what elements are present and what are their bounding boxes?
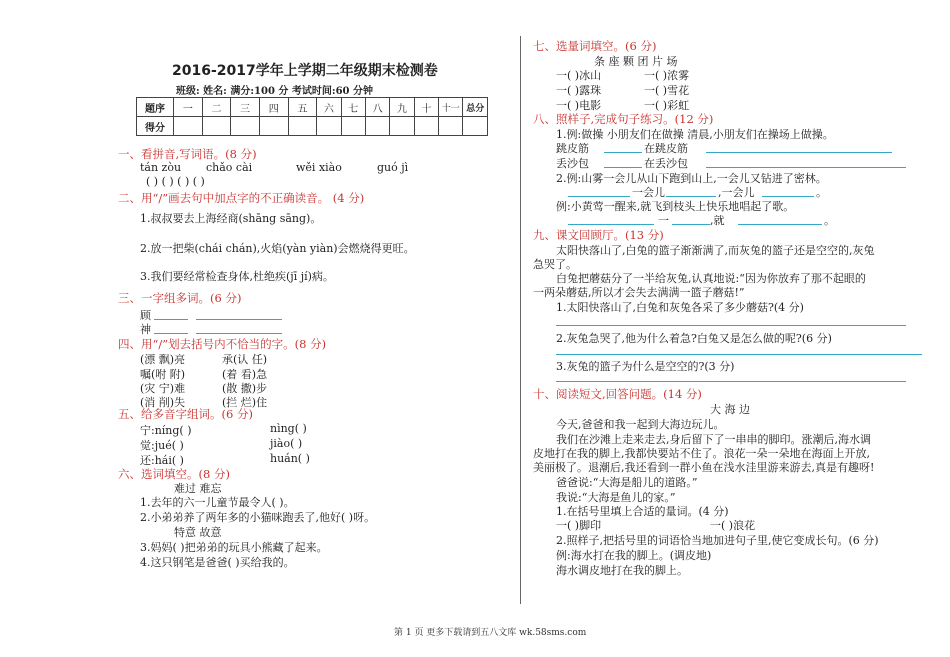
polyphone: huán( ): [270, 452, 310, 465]
passage-line: 一两朵蘑菇,所以才会失去满满一篮子蘑菇!”: [533, 286, 745, 299]
score-col: 六: [317, 98, 341, 117]
score-cell[interactable]: [202, 117, 231, 136]
section-7-title: 七、选量词填空。(6 分): [533, 39, 657, 53]
answer-line[interactable]: [556, 381, 906, 382]
answer-line[interactable]: [604, 167, 642, 168]
section-1-title: 一、看拼音,写词语。(8 分): [118, 147, 257, 161]
question-text: 2.灰兔急哭了,他为什么着急?白兔又是怎么做的呢?(6 分): [556, 332, 832, 345]
question-text: 2.小弟弟养了两年多的小猫咪跑丢了,他好( )呀。: [140, 511, 376, 524]
score-table: [136, 97, 488, 136]
answer-line[interactable]: [196, 319, 282, 320]
section-10-title: 十、阅读短文,回答问题。(14 分): [533, 387, 702, 401]
passage-line: 今天,爸爸和我一起到大海边玩儿。: [556, 418, 725, 431]
score-cell[interactable]: [174, 117, 203, 136]
question-text: 3.灰兔的篮子为什么是空空的?(3 分): [556, 360, 735, 373]
measure-word-item: 一( )浪花: [710, 519, 756, 532]
fill-text: 一会儿: [632, 186, 665, 199]
fill-text: ,就: [710, 214, 725, 227]
section-3-title: 三、一字组多词。(6 分): [118, 291, 242, 305]
answer-line[interactable]: [556, 325, 906, 326]
measure-word-item: 一( )电影: [556, 99, 602, 112]
prompt-word: 在丢沙包: [644, 157, 688, 170]
pinyin: guó jì: [377, 161, 409, 174]
measure-word-item: 一( )彩虹: [644, 99, 690, 112]
measure-word-item: 一( )露珠: [556, 84, 602, 97]
example-text: 海水调皮地打在我的脚上。: [556, 564, 688, 577]
answer-line[interactable]: [762, 196, 814, 197]
answer-line[interactable]: [196, 333, 282, 334]
score-col: 八: [365, 98, 389, 117]
score-cell[interactable]: [259, 117, 288, 136]
passage-line: 美丽极了。退潮后,我还看到一群小鱼在浅水洼里游来游去,真是有趣呀!: [533, 461, 875, 474]
section-9-title: 九、课文回顾厅。(13 分): [533, 228, 664, 242]
word-choices: 特意 故意: [174, 526, 222, 539]
page-title: 2016-2017学年上学期二年级期末检测卷: [172, 63, 438, 79]
score-col: 七: [341, 98, 365, 117]
pinyin: wěi xiào: [296, 161, 342, 174]
example-text: 例:小黄莺一醒来,就飞到枝头上快乐地唱起了歌。: [556, 200, 795, 213]
answer-line[interactable]: [154, 333, 188, 334]
character: 顾: [140, 309, 151, 322]
page-footer: 第 1 页 更多下载请到五八文库 wk.58sms.com: [394, 628, 587, 638]
passage-line: 我说:“大海是鱼儿的家。”: [556, 491, 676, 504]
word-pair: (漂 飘)亮: [140, 353, 186, 366]
example-text: 例:海水打在我的脚上。(调皮地): [556, 549, 712, 562]
question-text: 4.这只钢笔是爸爸( )买给我的。: [140, 556, 295, 569]
question-text: 1.在括号里填上合适的量词。(4 分): [556, 505, 729, 518]
answer-line[interactable]: [738, 224, 822, 225]
score-col: 一: [174, 98, 203, 117]
score-col: 五: [288, 98, 317, 117]
prompt-word: 跳皮筋: [556, 142, 589, 155]
answer-line[interactable]: [672, 224, 710, 225]
word-pair: (灾 宁)难: [140, 382, 186, 395]
fill-text: 。: [824, 214, 835, 227]
polyphone: nìng( ): [270, 422, 307, 435]
question-text: 2.照样子,把括号里的词语恰当地加进句子里,使它变成长句。(6 分): [556, 534, 879, 547]
score-cell[interactable]: [317, 117, 341, 136]
word-choices: 条 座 颗 团 片 场: [594, 55, 678, 68]
passage-line: 爸爸说:“大海是船儿的道路。”: [556, 476, 698, 489]
answer-line[interactable]: [154, 319, 188, 320]
prompt-word: 在跳皮筋: [644, 142, 688, 155]
answer-line[interactable]: [706, 152, 892, 153]
example-text: 2.例:山雾一会儿从山下跑到山上,一会儿又钻进了密林。: [556, 172, 827, 185]
pinyin: chǎo cài: [206, 161, 253, 174]
measure-word-item: 一( )雪花: [644, 84, 690, 97]
prompt-word: 丢沙包: [556, 157, 589, 170]
passage-line: 太阳快落山了,白兔的篮子渐渐满了,而灰兔的篮子还是空空的,灰兔: [556, 244, 875, 257]
question-text: 3.妈妈( )把弟弟的玩具小熊藏了起来。: [140, 541, 328, 554]
word-pair: (着 看)急: [222, 368, 268, 381]
question-text: 3.我们要经常检查身体,杜绝疾(jī jí)病。: [140, 270, 334, 283]
score-cell[interactable]: [365, 117, 389, 136]
section-6-title: 六、选词填空。(8 分): [118, 467, 230, 481]
score-cell[interactable]: [288, 117, 317, 136]
score-cell[interactable]: [341, 117, 365, 136]
student-info-line: 班级: 姓名: 满分:100 分 考试时间:60 分钟: [176, 86, 373, 97]
score-col-total: 总分: [463, 98, 488, 117]
section-2-title: 二、用“/”画去句中加点字的不正确读音。 (4 分): [118, 191, 365, 205]
answer-line[interactable]: [568, 224, 654, 225]
essay-title: 大 海 边: [710, 403, 750, 416]
section-5-title: 五、给多音字组词。(6 分): [118, 407, 253, 421]
score-cell[interactable]: [414, 117, 438, 136]
section-4-title: 四、用“/”划去括号内不恰当的字。(8 分): [118, 337, 327, 351]
polyphone: jiào( ): [270, 437, 303, 450]
word-pair: (消 削)失: [140, 396, 186, 409]
column-divider: [520, 36, 521, 604]
score-cell[interactable]: [463, 117, 488, 136]
passage-line: 急哭了。: [533, 258, 577, 271]
question-text: 1.太阳快落山了,白兔和灰兔各采了多少蘑菇?(4 分): [556, 301, 804, 314]
answer-brackets[interactable]: ( ) ( ) ( ) ( ): [146, 175, 205, 188]
passage-line: 皮地打在我的脚上,我都快要站不住了。浪花一朵一朵地在海面上开放,: [533, 447, 870, 460]
word-choices: 难过 难忘: [174, 482, 222, 495]
passage-line: 我们在沙滩上走来走去,身后留下了一串串的脚印。涨潮后,海水调: [556, 433, 871, 446]
polyphone: 还:hái( ): [140, 454, 184, 467]
score-col: 九: [390, 98, 414, 117]
question-text: 1.叔叔要去上海经商(shāng sāng)。: [140, 212, 322, 225]
score-cell[interactable]: [439, 117, 463, 136]
word-pair: 嘱(咐 附): [140, 368, 186, 381]
score-col: 十一: [439, 98, 463, 117]
passage-line: 白兔把蘑菇分了一半给灰兔,认真地说:“因为你放弃了那不起眼的: [556, 272, 866, 285]
polyphone: 宁:níng( ): [140, 424, 192, 437]
measure-word-item: 一( )脚印: [556, 519, 602, 532]
section-8-title: 八、照样子,完成句子练习。(12 分): [533, 112, 714, 126]
character: 神: [140, 323, 151, 336]
measure-word-item: 一( )冰山: [556, 69, 602, 82]
fill-text: 。: [816, 186, 827, 199]
answer-line[interactable]: [604, 152, 642, 153]
score-col: 四: [259, 98, 288, 117]
measure-word-item: 一( )浓雾: [644, 69, 690, 82]
pinyin: tán zòu: [140, 161, 182, 174]
answer-line[interactable]: [706, 167, 906, 168]
fill-text: ,一会儿: [718, 186, 755, 199]
answer-line[interactable]: [556, 354, 922, 355]
answer-line[interactable]: [666, 196, 716, 197]
polyphone: 觉:jué( ): [140, 439, 184, 452]
word-pair: (散 撒)步: [222, 382, 268, 395]
fill-text: 一: [658, 214, 669, 227]
score-table-row-label: 得分: [137, 117, 174, 136]
example-text: 1.例:做操 小朋友们在做操 清晨,小朋友们在操场上做操。: [556, 128, 834, 141]
score-col: 十: [414, 98, 438, 117]
word-pair: 承(认 任): [222, 353, 268, 366]
answer-line[interactable]: [568, 196, 630, 197]
score-table-row-label: 题序: [137, 98, 174, 117]
score-cell[interactable]: [231, 117, 260, 136]
score-cell[interactable]: [390, 117, 414, 136]
score-col: 二: [202, 98, 231, 117]
question-text: 2.放一把柴(chái chán),火焰(yàn yiàn)会燃烧得更旺。: [140, 242, 415, 255]
score-col: 三: [231, 98, 260, 117]
question-text: 1.去年的六一儿童节最令人( )。: [140, 496, 295, 509]
word-pair: (拦 烂)住: [222, 396, 268, 409]
